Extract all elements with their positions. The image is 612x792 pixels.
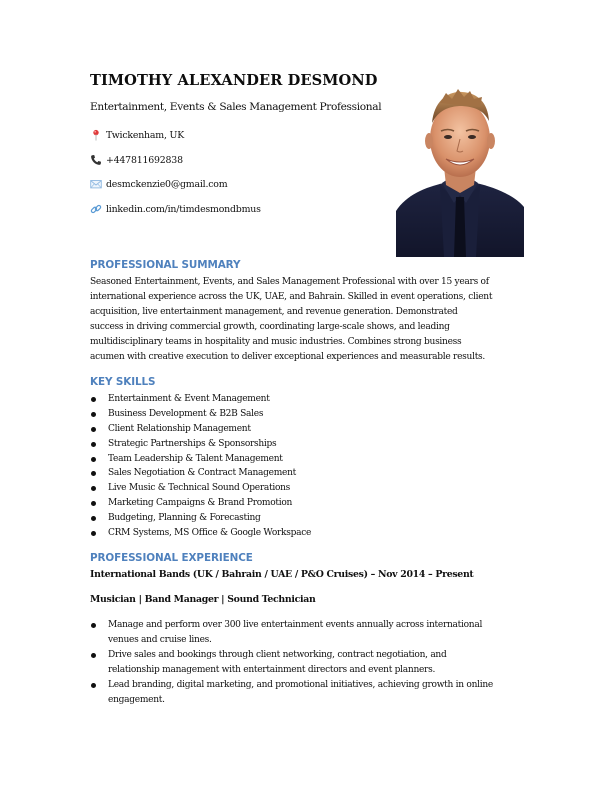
contact-email[interactable] bbox=[90, 178, 227, 190]
skill-label: Entertainment & Event Management bbox=[108, 394, 270, 404]
contact-location bbox=[90, 129, 184, 141]
skill-item bbox=[90, 392, 311, 407]
skill-item bbox=[90, 452, 311, 467]
bullet-icon bbox=[91, 442, 96, 447]
contact-linkedin[interactable] bbox=[90, 203, 261, 215]
bullet-line: Drive sales and bookings through client networking, contract negotiation, and bbox=[108, 650, 447, 660]
location-text: Twickenham, UK bbox=[106, 129, 185, 141]
skills-heading: KEY SKILLS bbox=[90, 376, 156, 388]
bullet-icon bbox=[91, 683, 96, 688]
experience-bullet bbox=[90, 678, 530, 708]
experience-role: Musician | Band Manager | Sound Technician bbox=[90, 594, 316, 605]
bullet-icon bbox=[91, 516, 96, 521]
skill-item bbox=[90, 511, 311, 526]
skill-item bbox=[90, 481, 311, 496]
experience-bullets bbox=[90, 618, 530, 708]
summary-line: international experience across the UK, UAE, and Bahrain. Skilled in event operations, client bbox=[90, 292, 493, 302]
skill-label: Sales Negotiation & Contract Management bbox=[108, 468, 297, 479]
bullet-line: venues and cruise lines. bbox=[108, 635, 212, 645]
bullet-icon bbox=[91, 501, 96, 506]
bullet-line: Manage and perform over 300 live entertainment events annually across international bbox=[108, 620, 483, 630]
link-icon bbox=[90, 203, 102, 215]
bullet-icon bbox=[91, 531, 96, 536]
experience-company: International Bands (UK / Bahrain / UAE / P&O Cruises) – Nov 2014 – Present bbox=[90, 569, 474, 580]
skill-label: Team Leadership & Talent Management bbox=[108, 453, 283, 464]
skill-label: Business Development & B2B Sales bbox=[108, 408, 264, 419]
summary-line: acumen with creative execution to deliver exceptional experiences and measurable results. bbox=[90, 352, 486, 362]
contact-phone bbox=[90, 154, 183, 166]
experience-bullet bbox=[90, 618, 530, 648]
skill-label: Strategic Partnerships & Sponsorships bbox=[108, 438, 277, 449]
skill-label: Budgeting, Planning & Forecasting bbox=[108, 513, 261, 524]
skill-item bbox=[90, 466, 311, 481]
skill-item bbox=[90, 437, 311, 452]
skill-label: Marketing Campaigns & Brand Promotion bbox=[108, 498, 293, 509]
summary-heading: PROFESSIONAL SUMMARY bbox=[90, 259, 241, 271]
bullet-icon bbox=[91, 486, 96, 491]
skill-item bbox=[90, 422, 311, 437]
skill-label: Live Music & Technical Sound Operations bbox=[108, 483, 291, 494]
linkedin-text[interactable]: linkedin.com/in/timdesmondbmus bbox=[106, 203, 261, 215]
bullet-icon bbox=[91, 653, 96, 658]
summary-line: acquisition, live entertainment management, and revenue generation. Demonstrated bbox=[90, 307, 458, 317]
bullet-line: engagement. bbox=[108, 695, 165, 705]
summary-line: multidisciplinary teams in hospitality and music industries. Combines strong business bbox=[90, 337, 462, 347]
summary-text bbox=[90, 275, 530, 365]
candidate-name: TIMOTHY ALEXANDER DESMOND bbox=[90, 72, 378, 89]
bullet-icon bbox=[91, 623, 96, 628]
summary-line: Seasoned Entertainment, Events, and Sales Management Professional with over 15 years of bbox=[90, 277, 489, 287]
skill-label: Client Relationship Management bbox=[108, 423, 251, 434]
skill-label: CRM Systems, MS Office & Google Workspace bbox=[108, 528, 312, 539]
bullet-icon bbox=[91, 397, 96, 402]
phone-icon bbox=[90, 154, 102, 166]
skills-list bbox=[90, 392, 311, 541]
bullet-line: Lead branding, digital marketing, and promotional initiatives, achieving growth in online bbox=[108, 680, 493, 690]
bullet-icon bbox=[91, 457, 96, 462]
summary-line: success in driving commercial growth, coordinating large-scale shows, and leading bbox=[90, 322, 450, 332]
phone-text: +447811692838 bbox=[106, 154, 183, 166]
skill-item bbox=[90, 407, 311, 422]
experience-heading: PROFESSIONAL EXPERIENCE bbox=[90, 552, 253, 564]
candidate-subtitle: Entertainment, Events & Sales Management Professional bbox=[90, 101, 382, 113]
envelope-icon bbox=[90, 178, 102, 190]
email-text[interactable]: desmckenzie0@gmail.com bbox=[106, 178, 228, 190]
bullet-icon bbox=[91, 412, 96, 417]
bullet-icon bbox=[91, 471, 96, 476]
skill-item bbox=[90, 496, 311, 511]
bullet-line: relationship management with entertainment directors and event planners. bbox=[108, 665, 436, 675]
profile-photo bbox=[396, 83, 524, 257]
experience-bullet bbox=[90, 648, 530, 678]
skill-item bbox=[90, 526, 311, 541]
map-pin-icon bbox=[90, 129, 102, 141]
bullet-icon bbox=[91, 427, 96, 432]
